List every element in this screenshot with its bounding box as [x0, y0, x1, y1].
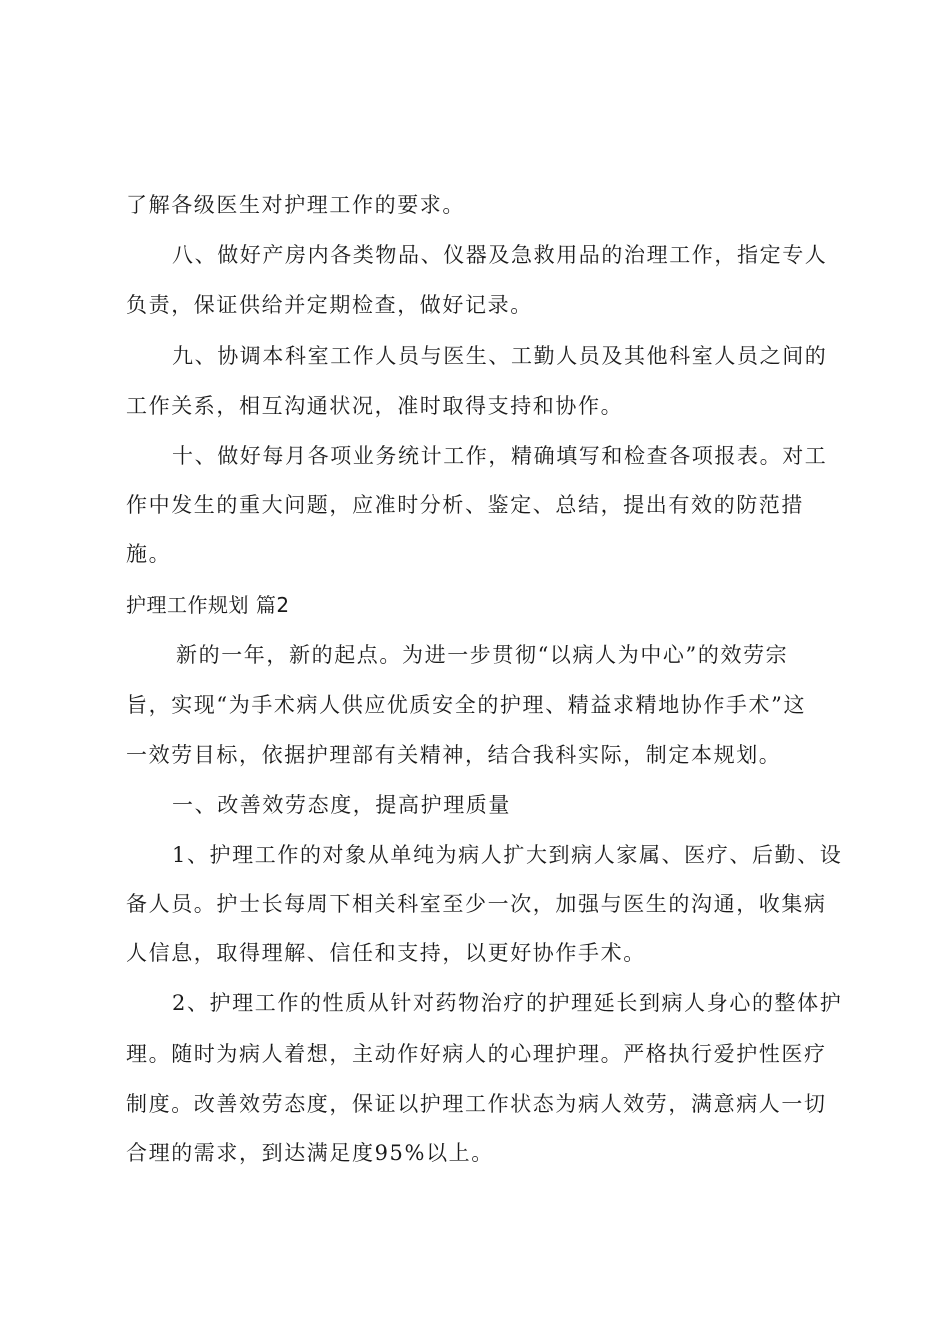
paragraph-line: 十、做好每月各项业务统计工作，精确填写和检查各项报表。对工: [172, 444, 828, 468]
paragraph-line: 备人员。护士长每周下相关科室至少一次，加强与医生的沟通，收集病: [126, 892, 827, 916]
paragraph-line: 合理的需求，到达满足度95%以上。: [126, 1141, 494, 1165]
paragraph-line: 工作关系，相互沟通状况，准时取得支持和协作。: [126, 394, 624, 418]
paragraph-line: 作中发生的重大问题，应准时分析、鉴定、总结，提出有效的防范措: [126, 493, 804, 517]
section-heading: 护理工作规划 篇2: [126, 593, 290, 617]
paragraph-line: 理。随时为病人着想，主动作好病人的心理护理。严格执行爱护性医疗: [126, 1042, 827, 1066]
paragraph-line: 九、协调本科室工作人员与医生、工勤人员及其他科室人员之间的: [172, 344, 828, 368]
paragraph-line: 2、护理工作的性质从针对药物治疗的护理延长到病人身心的整体护: [172, 991, 843, 1015]
paragraph-line: 人信息，取得理解、信任和支持，以更好协作手术。: [126, 941, 646, 965]
paragraph-line: 旨，实现“为手术病人供应优质安全的护理、精益求精地协作手术”这: [126, 693, 807, 717]
paragraph-line: 1、护理工作的对象从单纯为病人扩大到病人家属、医疗、后勤、设: [172, 843, 843, 867]
subheading-line: 一、改善效劳态度，提高护理质量: [172, 793, 511, 817]
paragraph-line: 了解各级医生对护理工作的要求。: [126, 193, 465, 217]
paragraph-line: 制度。改善效劳态度，保证以护理工作状态为病人效劳，满意病人一切: [126, 1092, 827, 1116]
paragraph-line: 新的一年，新的起点。为进一步贯彻“以病人为中心”的效劳宗: [176, 643, 789, 667]
paragraph-line: 八、做好产房内各类物品、仪器及急救用品的治理工作，指定专人: [172, 243, 828, 267]
paragraph-line: 施。: [126, 542, 172, 566]
paragraph-line: 一效劳目标，依据护理部有关精神，结合我科实际，制定本规划。: [126, 743, 782, 767]
paragraph-line: 负责，保证供给并定期检查，做好记录。: [126, 293, 533, 317]
